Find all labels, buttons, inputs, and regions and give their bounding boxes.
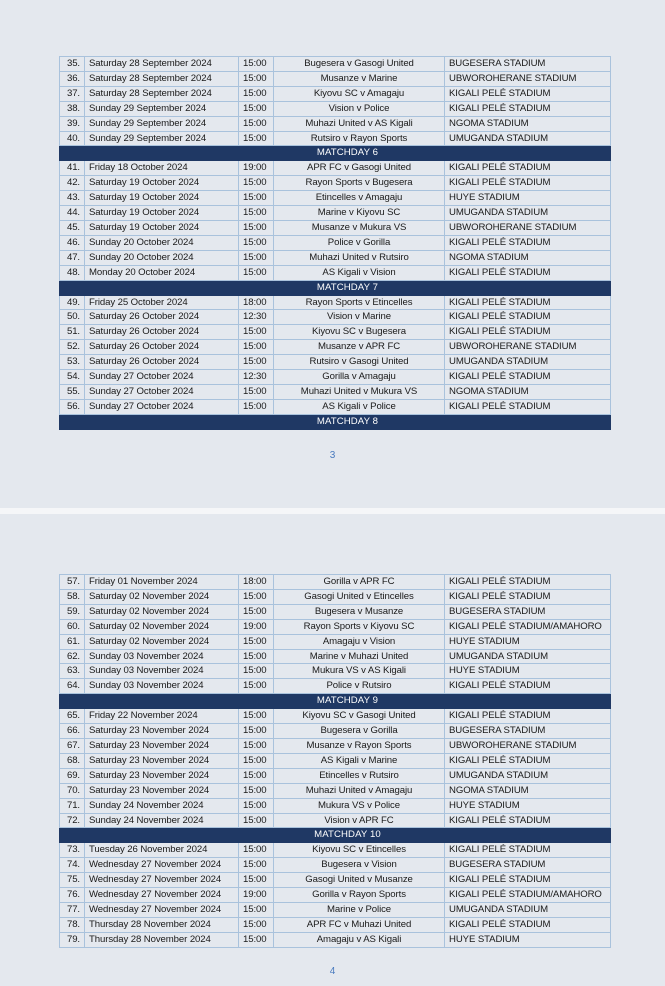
fixture-date: Sunday 29 September 2024 (85, 131, 239, 146)
fixture-venue: KIGALI PELÉ STADIUM (445, 873, 611, 888)
matchday-header-row (60, 694, 611, 709)
fixture-date: Saturday 19 October 2024 (85, 176, 239, 191)
fixture-match: Muhazi United v Amagaju (274, 783, 445, 798)
fixture-time: 12:30 (239, 310, 274, 325)
fixture-venue: KIGALI PELÉ STADIUM (445, 370, 611, 385)
fixture-time: 15:00 (239, 86, 274, 101)
fixture-match: Amagaju v Vision (274, 634, 445, 649)
fixture-date: Friday 01 November 2024 (85, 575, 239, 590)
fixture-date: Saturday 19 October 2024 (85, 191, 239, 206)
fixture-number: 53. (60, 355, 85, 370)
fixture-date: Friday 25 October 2024 (85, 295, 239, 310)
fixture-time: 15:00 (239, 355, 274, 370)
fixture-date: Sunday 03 November 2024 (85, 649, 239, 664)
fixture-row (60, 131, 611, 146)
fixture-number: 62. (60, 649, 85, 664)
fixture-venue: UMUGANDA STADIUM (445, 768, 611, 783)
fixture-match: Bugesera v Gorilla (274, 724, 445, 739)
fixture-time: 15:00 (239, 873, 274, 888)
fixture-venue: KIGALI PELÉ STADIUM (445, 843, 611, 858)
fixture-venue: KIGALI PELÉ STADIUM (445, 86, 611, 101)
fixture-venue: UBWOROHERANE STADIUM (445, 340, 611, 355)
matchday-header-row (60, 828, 611, 843)
fixture-date: Sunday 27 October 2024 (85, 399, 239, 414)
fixture-number: 52. (60, 340, 85, 355)
fixture-match: Musanze v Marine (274, 71, 445, 86)
fixture-number: 72. (60, 813, 85, 828)
fixture-match: APR FC v Muhazi United (274, 917, 445, 932)
fixture-venue: HUYE STADIUM (445, 932, 611, 947)
fixture-row (60, 116, 611, 131)
fixture-number: 54. (60, 370, 85, 385)
fixture-match: Muhazi United v Mukura VS (274, 384, 445, 399)
fixture-time: 15:00 (239, 340, 274, 355)
fixture-match: Vision v Marine (274, 310, 445, 325)
fixture-number: 60. (60, 619, 85, 634)
fixture-time: 15:00 (239, 917, 274, 932)
fixture-time: 15:00 (239, 206, 274, 221)
fixture-match: Etincelles v Amagaju (274, 191, 445, 206)
fixture-time: 15:00 (239, 858, 274, 873)
matchday-spacer-cell (60, 828, 85, 843)
fixture-time: 15:00 (239, 664, 274, 679)
fixture-venue: KIGALI PELÉ STADIUM (445, 575, 611, 590)
fixture-date: Saturday 23 November 2024 (85, 768, 239, 783)
fixture-venue: NGOMA STADIUM (445, 250, 611, 265)
fixture-match: Police v Gorilla (274, 235, 445, 250)
fixture-time: 15:00 (239, 649, 274, 664)
fixture-time: 15:00 (239, 131, 274, 146)
fixture-match: Kiyovu SC v Amagaju (274, 86, 445, 101)
fixture-venue: UMUGANDA STADIUM (445, 355, 611, 370)
fixture-time: 15:00 (239, 57, 274, 72)
fixture-time: 15:00 (239, 709, 274, 724)
fixture-venue: HUYE STADIUM (445, 191, 611, 206)
fixture-time: 15:00 (239, 101, 274, 116)
fixture-venue: HUYE STADIUM (445, 634, 611, 649)
fixture-row (60, 265, 611, 280)
fixture-row (60, 619, 611, 634)
fixture-match: Marine v Muhazi United (274, 649, 445, 664)
fixture-match: Musanze v Mukura VS (274, 220, 445, 235)
fixture-time: 15:00 (239, 384, 274, 399)
fixture-time: 15:00 (239, 902, 274, 917)
fixture-number: 76. (60, 888, 85, 903)
fixture-match: Rutsiro v Gasogi United (274, 355, 445, 370)
fixture-date: Saturday 02 November 2024 (85, 589, 239, 604)
fixture-date: Sunday 20 October 2024 (85, 235, 239, 250)
fixture-date: Saturday 02 November 2024 (85, 619, 239, 634)
matchday-label: MATCHDAY 6 (85, 146, 611, 161)
fixture-venue: BUGESERA STADIUM (445, 57, 611, 72)
fixture-venue: KIGALI PELÉ STADIUM (445, 399, 611, 414)
fixture-row (60, 370, 611, 385)
fixture-date: Thursday 28 November 2024 (85, 917, 239, 932)
fixture-venue: BUGESERA STADIUM (445, 724, 611, 739)
fixture-venue: KIGALI PELÉ STADIUM (445, 589, 611, 604)
fixture-row (60, 768, 611, 783)
fixture-match: Bugesera v Vision (274, 858, 445, 873)
fixture-number: 73. (60, 843, 85, 858)
fixture-row (60, 888, 611, 903)
fixture-time: 19:00 (239, 161, 274, 176)
fixture-venue: NGOMA STADIUM (445, 116, 611, 131)
fixture-match: AS Kigali v Vision (274, 265, 445, 280)
fixture-match: Kiyovu SC v Etincelles (274, 843, 445, 858)
fixture-time: 15:00 (239, 265, 274, 280)
fixture-row (60, 679, 611, 694)
fixture-date: Sunday 24 November 2024 (85, 813, 239, 828)
fixture-venue: UMUGANDA STADIUM (445, 649, 611, 664)
fixture-number: 41. (60, 161, 85, 176)
fixture-match: Mukura VS v AS Kigali (274, 664, 445, 679)
fixture-row (60, 57, 611, 72)
fixture-time: 15:00 (239, 783, 274, 798)
fixture-date: Sunday 03 November 2024 (85, 664, 239, 679)
fixture-number: 66. (60, 724, 85, 739)
fixture-match: Kiyovu SC v Bugesera (274, 325, 445, 340)
fixture-date: Sunday 29 September 2024 (85, 101, 239, 116)
fixture-date: Sunday 29 September 2024 (85, 116, 239, 131)
fixture-venue: KIGALI PELÉ STADIUM (445, 235, 611, 250)
fixture-number: 63. (60, 664, 85, 679)
fixture-venue: KIGALI PELÉ STADIUM (445, 310, 611, 325)
fixture-venue: UMUGANDA STADIUM (445, 902, 611, 917)
fixture-venue: BUGESERA STADIUM (445, 858, 611, 873)
fixture-venue: KIGALI PELÉ STADIUM (445, 265, 611, 280)
fixture-number: 70. (60, 783, 85, 798)
fixture-match: Gorilla v Amagaju (274, 370, 445, 385)
fixture-time: 15:00 (239, 589, 274, 604)
fixture-match: Vision v APR FC (274, 813, 445, 828)
fixture-match: Muhazi United v AS Kigali (274, 116, 445, 131)
fixture-date: Saturday 26 October 2024 (85, 340, 239, 355)
fixtures-table (59, 574, 611, 948)
fixture-number: 75. (60, 873, 85, 888)
fixture-time: 15:00 (239, 738, 274, 753)
matchday-spacer-cell (60, 280, 85, 295)
fixture-number: 57. (60, 575, 85, 590)
fixture-number: 37. (60, 86, 85, 101)
fixture-number: 48. (60, 265, 85, 280)
fixture-time: 12:30 (239, 370, 274, 385)
fixture-time: 18:00 (239, 575, 274, 590)
fixture-match: Gasogi United v Musanze (274, 873, 445, 888)
fixture-time: 15:00 (239, 116, 274, 131)
fixture-match: Bugesera v Gasogi United (274, 57, 445, 72)
matchday-label: MATCHDAY 7 (85, 280, 611, 295)
fixture-date: Sunday 27 October 2024 (85, 384, 239, 399)
fixture-row (60, 858, 611, 873)
fixture-time: 15:00 (239, 843, 274, 858)
page-number: 4 (329, 966, 336, 977)
fixture-number: 49. (60, 295, 85, 310)
matchday-label: MATCHDAY 8 (85, 414, 611, 429)
fixture-match: Musanze v APR FC (274, 340, 445, 355)
fixture-match: Gasogi United v Etincelles (274, 589, 445, 604)
fixture-date: Saturday 23 November 2024 (85, 738, 239, 753)
fixture-date: Saturday 02 November 2024 (85, 604, 239, 619)
fixture-number: 78. (60, 917, 85, 932)
fixture-row (60, 902, 611, 917)
fixture-row (60, 161, 611, 176)
fixture-venue: UBWOROHERANE STADIUM (445, 738, 611, 753)
fixture-venue: KIGALI PELÉ STADIUM (445, 101, 611, 116)
fixture-number: 74. (60, 858, 85, 873)
fixture-number: 43. (60, 191, 85, 206)
fixture-match: Police v Rutsiro (274, 679, 445, 694)
fixture-time: 19:00 (239, 619, 274, 634)
fixture-venue: KIGALI PELÉ STADIUM (445, 679, 611, 694)
fixture-venue: UMUGANDA STADIUM (445, 206, 611, 221)
fixture-row (60, 634, 611, 649)
fixture-row (60, 604, 611, 619)
matchday-spacer-cell (60, 694, 85, 709)
fixture-row (60, 783, 611, 798)
fixture-row (60, 384, 611, 399)
fixture-venue: KIGALI PELÉ STADIUM/AMAHORO (445, 619, 611, 634)
fixture-match: Bugesera v Musanze (274, 604, 445, 619)
fixture-match: Rayon Sports v Etincelles (274, 295, 445, 310)
fixture-date: Sunday 03 November 2024 (85, 679, 239, 694)
fixture-time: 15:00 (239, 932, 274, 947)
fixture-time: 15:00 (239, 176, 274, 191)
fixture-number: 71. (60, 798, 85, 813)
fixture-row (60, 664, 611, 679)
fixture-time: 15:00 (239, 813, 274, 828)
fixture-row (60, 917, 611, 932)
fixture-number: 50. (60, 310, 85, 325)
fixture-number: 42. (60, 176, 85, 191)
fixture-venue: NGOMA STADIUM (445, 384, 611, 399)
fixture-row (60, 101, 611, 116)
fixture-time: 15:00 (239, 71, 274, 86)
fixture-match: Rutsiro v Rayon Sports (274, 131, 445, 146)
fixtures-table (59, 56, 611, 430)
fixture-time: 15:00 (239, 191, 274, 206)
fixture-date: Wednesday 27 November 2024 (85, 873, 239, 888)
fixture-row (60, 340, 611, 355)
fixture-row (60, 932, 611, 947)
fixture-number: 56. (60, 399, 85, 414)
fixture-time: 15:00 (239, 250, 274, 265)
fixture-match: Rayon Sports v Kiyovu SC (274, 619, 445, 634)
document-page-4 (0, 514, 665, 986)
matchday-spacer-cell (60, 146, 85, 161)
page-number: 3 (329, 450, 336, 461)
fixture-time: 19:00 (239, 888, 274, 903)
fixture-number: 47. (60, 250, 85, 265)
fixture-row (60, 220, 611, 235)
fixture-number: 61. (60, 634, 85, 649)
fixture-venue: KIGALI PELÉ STADIUM (445, 325, 611, 340)
fixture-date: Saturday 02 November 2024 (85, 634, 239, 649)
fixture-match: APR FC v Gasogi United (274, 161, 445, 176)
fixture-time: 15:00 (239, 220, 274, 235)
fixture-row (60, 235, 611, 250)
fixture-venue: KIGALI PELÉ STADIUM (445, 813, 611, 828)
fixture-row (60, 310, 611, 325)
fixture-date: Sunday 24 November 2024 (85, 798, 239, 813)
fixture-date: Thursday 28 November 2024 (85, 932, 239, 947)
fixture-row (60, 798, 611, 813)
fixture-venue: KIGALI PELÉ STADIUM (445, 176, 611, 191)
fixture-date: Saturday 26 October 2024 (85, 355, 239, 370)
fixture-match: Etincelles v Rutsiro (274, 768, 445, 783)
fixture-row (60, 206, 611, 221)
matchday-header-row (60, 414, 611, 429)
fixture-number: 67. (60, 738, 85, 753)
fixture-match: Marine v Police (274, 902, 445, 917)
fixture-number: 38. (60, 101, 85, 116)
fixture-time: 15:00 (239, 399, 274, 414)
fixture-row (60, 355, 611, 370)
fixture-number: 77. (60, 902, 85, 917)
fixture-venue: KIGALI PELÉ STADIUM/AMAHORO (445, 888, 611, 903)
fixture-row (60, 873, 611, 888)
fixture-number: 79. (60, 932, 85, 947)
fixture-number: 36. (60, 71, 85, 86)
fixture-row (60, 724, 611, 739)
fixture-match: Muhazi United v Rutsiro (274, 250, 445, 265)
fixture-date: Monday 20 October 2024 (85, 265, 239, 280)
fixture-row (60, 589, 611, 604)
fixture-row (60, 813, 611, 828)
fixture-row (60, 399, 611, 414)
fixture-date: Friday 22 November 2024 (85, 709, 239, 724)
fixture-row (60, 843, 611, 858)
fixture-venue: NGOMA STADIUM (445, 783, 611, 798)
fixture-date: Saturday 19 October 2024 (85, 220, 239, 235)
fixture-number: 58. (60, 589, 85, 604)
fixture-date: Wednesday 27 November 2024 (85, 902, 239, 917)
fixture-time: 15:00 (239, 679, 274, 694)
fixture-time: 15:00 (239, 753, 274, 768)
fixture-match: Amagaju v AS Kigali (274, 932, 445, 947)
fixture-time: 15:00 (239, 724, 274, 739)
matchday-label: MATCHDAY 9 (85, 694, 611, 709)
fixture-row (60, 753, 611, 768)
fixture-time: 15:00 (239, 634, 274, 649)
fixture-row (60, 738, 611, 753)
fixture-match: AS Kigali v Marine (274, 753, 445, 768)
fixture-venue: KIGALI PELÉ STADIUM (445, 753, 611, 768)
fixture-number: 65. (60, 709, 85, 724)
fixture-number: 69. (60, 768, 85, 783)
fixture-match: Marine v Kiyovu SC (274, 206, 445, 221)
fixture-row (60, 325, 611, 340)
fixture-venue: HUYE STADIUM (445, 664, 611, 679)
fixture-date: Tuesday 26 November 2024 (85, 843, 239, 858)
fixture-number: 51. (60, 325, 85, 340)
fixture-row (60, 649, 611, 664)
fixture-time: 15:00 (239, 798, 274, 813)
matchday-header-row (60, 280, 611, 295)
fixture-row (60, 295, 611, 310)
fixture-match: Vision v Police (274, 101, 445, 116)
fixture-date: Friday 18 October 2024 (85, 161, 239, 176)
fixture-time: 15:00 (239, 325, 274, 340)
fixture-match: Gorilla v Rayon Sports (274, 888, 445, 903)
fixture-date: Saturday 28 September 2024 (85, 86, 239, 101)
fixture-match: Rayon Sports v Bugesera (274, 176, 445, 191)
fixture-date: Saturday 19 October 2024 (85, 206, 239, 221)
fixture-date: Saturday 28 September 2024 (85, 57, 239, 72)
fixture-venue: UBWOROHERANE STADIUM (445, 71, 611, 86)
fixture-date: Saturday 23 November 2024 (85, 753, 239, 768)
fixture-match: Mukura VS v Police (274, 798, 445, 813)
fixture-date: Sunday 27 October 2024 (85, 370, 239, 385)
fixture-venue: KIGALI PELÉ STADIUM (445, 161, 611, 176)
fixture-venue: KIGALI PELÉ STADIUM (445, 709, 611, 724)
fixture-number: 39. (60, 116, 85, 131)
fixture-match: Gorilla v APR FC (274, 575, 445, 590)
fixture-row (60, 575, 611, 590)
fixture-number: 55. (60, 384, 85, 399)
fixture-venue: UBWOROHERANE STADIUM (445, 220, 611, 235)
fixture-match: AS Kigali v Police (274, 399, 445, 414)
fixture-number: 35. (60, 57, 85, 72)
fixture-venue: KIGALI PELÉ STADIUM (445, 295, 611, 310)
fixture-row (60, 709, 611, 724)
fixture-match: Kiyovu SC v Gasogi United (274, 709, 445, 724)
matchday-header-row (60, 146, 611, 161)
fixture-venue: BUGESERA STADIUM (445, 604, 611, 619)
fixture-number: 68. (60, 753, 85, 768)
fixture-date: Saturday 28 September 2024 (85, 71, 239, 86)
fixture-time: 15:00 (239, 235, 274, 250)
fixture-venue: KIGALI PELÉ STADIUM (445, 917, 611, 932)
fixture-date: Wednesday 27 November 2024 (85, 858, 239, 873)
matchday-label: MATCHDAY 10 (85, 828, 611, 843)
fixture-row (60, 86, 611, 101)
fixture-number: 44. (60, 206, 85, 221)
matchday-spacer-cell (60, 414, 85, 429)
fixture-row (60, 191, 611, 206)
fixture-venue: UMUGANDA STADIUM (445, 131, 611, 146)
fixture-row (60, 176, 611, 191)
fixture-time: 15:00 (239, 768, 274, 783)
fixture-number: 45. (60, 220, 85, 235)
fixture-date: Saturday 26 October 2024 (85, 325, 239, 340)
fixture-date: Saturday 26 October 2024 (85, 310, 239, 325)
fixture-number: 40. (60, 131, 85, 146)
fixture-venue: HUYE STADIUM (445, 798, 611, 813)
fixture-time: 15:00 (239, 604, 274, 619)
fixture-date: Wednesday 27 November 2024 (85, 888, 239, 903)
fixture-date: Sunday 20 October 2024 (85, 250, 239, 265)
fixture-number: 46. (60, 235, 85, 250)
fixture-row (60, 250, 611, 265)
fixture-match: Musanze v Rayon Sports (274, 738, 445, 753)
fixture-number: 59. (60, 604, 85, 619)
fixture-row (60, 71, 611, 86)
fixture-time: 18:00 (239, 295, 274, 310)
fixture-number: 64. (60, 679, 85, 694)
fixture-date: Saturday 23 November 2024 (85, 724, 239, 739)
fixture-date: Saturday 23 November 2024 (85, 783, 239, 798)
